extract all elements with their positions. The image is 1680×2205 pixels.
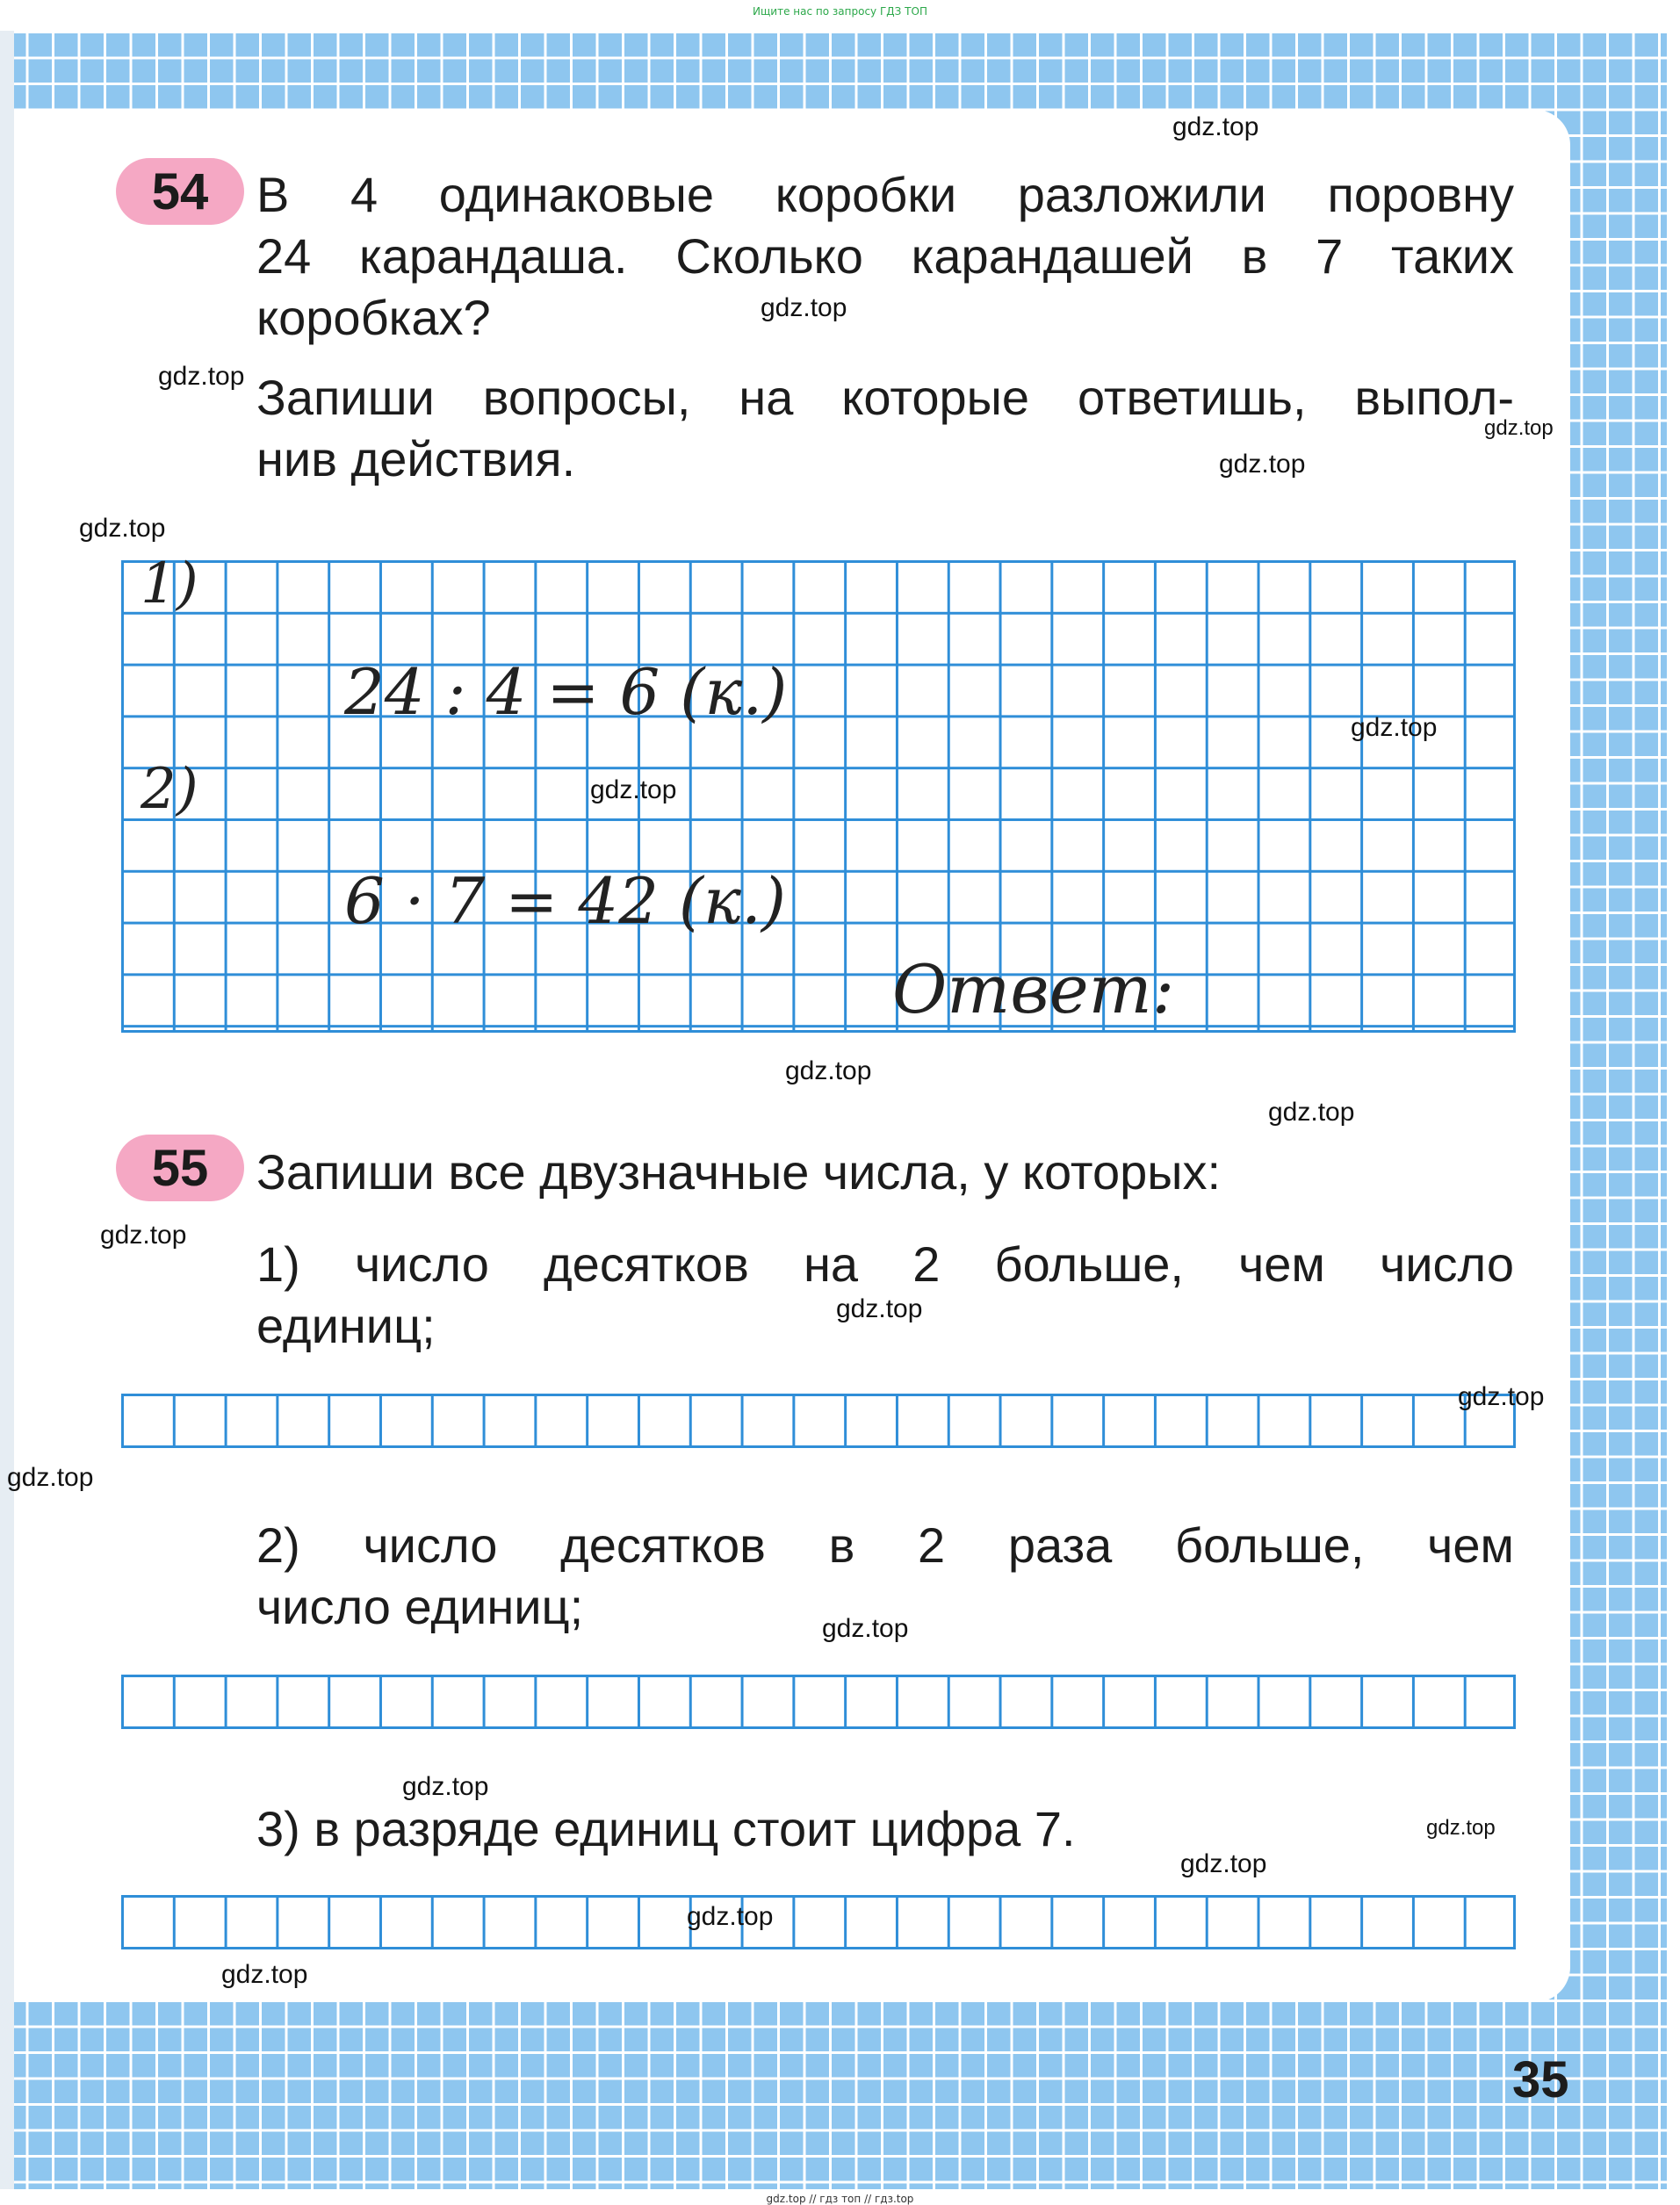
watermark: gdz.top [1219,450,1306,479]
step-2-expression: 6 · 7 = 42 (к.) [344,864,786,938]
step-1-expression: 24 : 4 = 6 (к.) [344,655,788,729]
watermark: gdz.top [221,1960,308,1989]
watermark: gdz.top [590,775,677,804]
step-1-label: 1) [141,551,198,616]
watermark: gdz.top [761,293,847,322]
step-2-label: 2) [141,757,198,822]
watermark: gdz.top [402,1772,489,1801]
task-55-item-2-line-1: 2) число десятков в 2 раза больше, чем [256,1517,1514,1573]
bottom-notice: gdz.top // гдз топ // гдз.top [766,2193,914,2205]
watermark: gdz.top [785,1056,872,1085]
answer-label: Ответ: [892,950,1175,1028]
watermark: gdz.top [1268,1098,1355,1127]
watermark: gdz.top [687,1902,774,1931]
task-55-item-3-answer-strip[interactable] [121,1895,1516,1949]
task-55-intro: Запиши все двузначные числа, у которых: [256,1144,1222,1200]
task-55-item-2-line-2: число единиц; [256,1579,584,1634]
watermark: gdz.top [79,514,166,543]
watermark: gdz.top [1426,1816,1496,1840]
watermark: gdz.top [158,362,245,391]
task-55-item-3-line-1: 3) в разряде единиц стоит цифра 7. [256,1801,1076,1856]
top-notice: Ищите нас по запросу ГДЗ ТОП [753,5,927,18]
task-54-text-line-2: 24 карандаша. Сколько карандашей в 7 таких [256,228,1514,284]
task-54-instruction-line-1: Запиши вопросы, на которые ответишь, выпол- [256,370,1514,425]
watermark: gdz.top [822,1614,909,1643]
task-55-item-1-line-1: 1) число десятков на 2 больше, чем число [256,1236,1514,1292]
watermark: gdz.top [100,1221,187,1250]
watermark: gdz.top [1458,1382,1545,1411]
page-binding-edge [0,31,14,2189]
task-54-badge: 54 [116,158,244,225]
watermark: gdz.top [1351,713,1438,742]
task-55-item-1-answer-strip[interactable] [121,1394,1516,1448]
task-54-instruction-line-2: нив действия. [256,431,576,486]
task-55-item-2-answer-strip[interactable] [121,1675,1516,1729]
watermark: gdz.top [836,1294,923,1323]
watermark: gdz.top [1180,1849,1267,1878]
task-55-item-1-line-2: единиц; [256,1298,436,1353]
task-54-text-line-1: В 4 одинаковые коробки разложили поровну [256,167,1514,222]
page-number: 35 [1512,2051,1569,2108]
watermark: gdz.top [7,1463,94,1492]
watermark: gdz.top [1172,112,1259,141]
task-54-text-line-3: коробках? [256,290,491,345]
task-55-badge: 55 [116,1135,244,1201]
watermark: gdz.top [1484,416,1554,440]
task-54-answer-grid[interactable] [121,560,1516,1033]
